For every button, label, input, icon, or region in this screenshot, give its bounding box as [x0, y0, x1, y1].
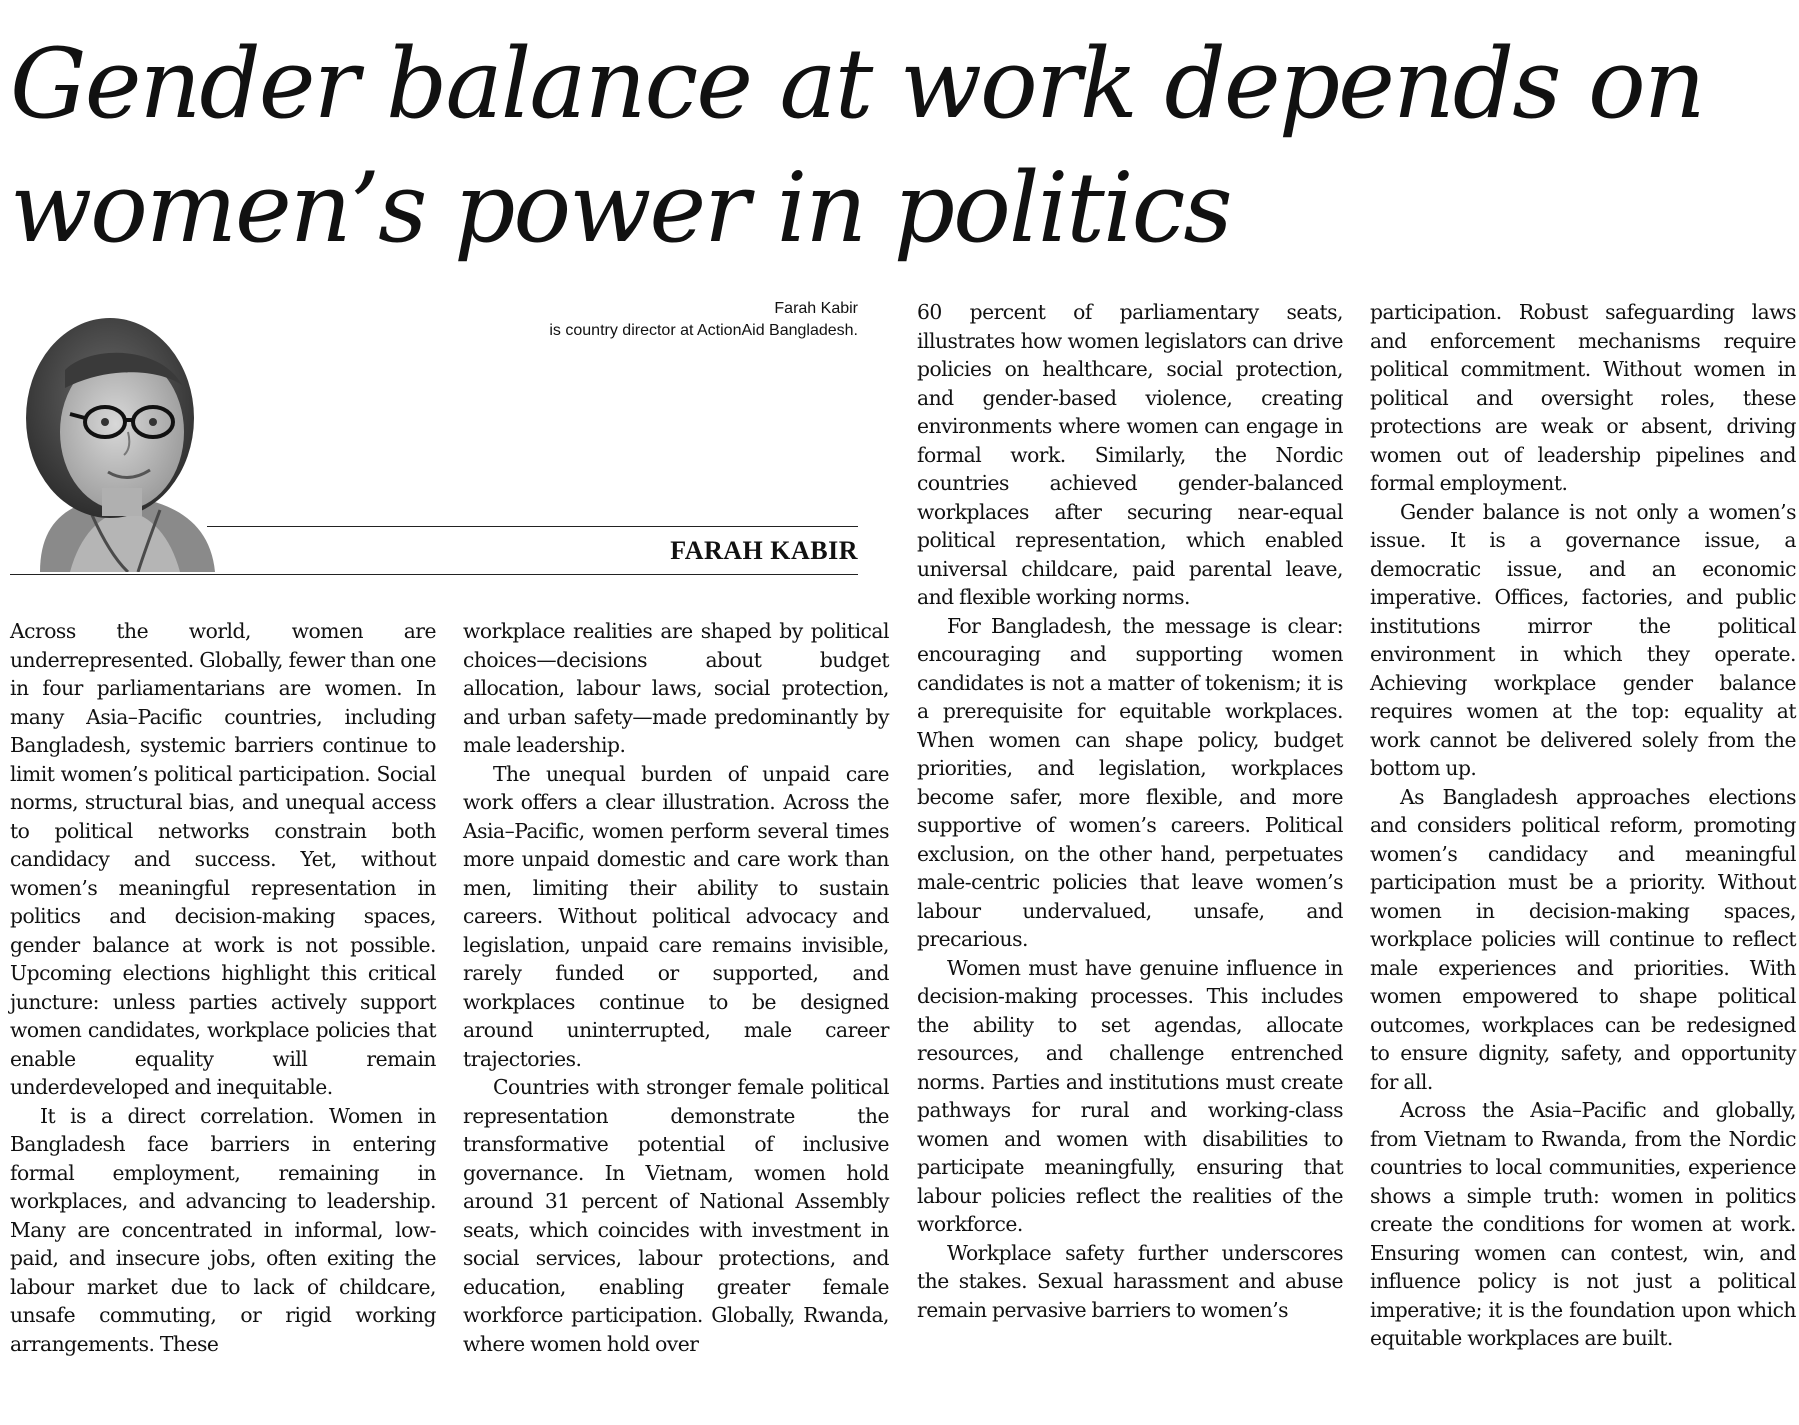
headline-line-2: women’s power in politics — [10, 152, 1231, 264]
paragraph: Countries with stronger female political representation demonstrate the transformative potential of inclusive governance. In Vietnam, women hold around 31 percent of National Assembly seats, which coincides with investment in social services, labour protections, and education, enabling greater female workforce participation. Globally, Rwanda, where women hold over — [463, 1075, 889, 1356]
paragraph: Across the world, women are underrepresented. Globally, fewer than one in four parliamentarians are women. In many Asia–Pacific countries, including Bangladesh, systemic barriers continue to limit women’s political participation. Social norms, structural bias, and unequal access to political networks constrain both candidacy and success. Yet, without women’s meaningful representation in politics and decision-making spaces, gender balance at work is not possible. Upcoming elections highlight this critical juncture: unless parties actively support women candidates, workplace policies that enable equality will remain underdeveloped and inequitable. — [10, 619, 436, 1099]
headline — [10, 22, 1790, 270]
paragraph: Gender balance is not only a women’s issue. It is a governance issue, a democratic issue, and an economic imperative. Offices, factories, and public institutions mirror the political environment in which they operate. Achieving workplace gender balance requires women at the top: equality at work cannot be delivered solely from the bottom up. — [1370, 499, 1796, 780]
headline-line-1: Gender balance at work depends on — [10, 28, 1704, 140]
paragraph: Across the Asia–Pacific and globally, from Vietnam to Rwanda, from the Nordic countries to local communities, experience shows a simple truth: women in politics create the conditions for women at work. Ensuring women can contest, win, and influence policy is not just a political imperative; it is the foundation upon which equitable workplaces are built. — [1370, 1098, 1796, 1350]
author-description: is country director at ActionAid Bangladesh. — [549, 322, 858, 339]
paragraph: workplace realities are shaped by political choices—decisions about budget allocation, labour laws, social protection, and urban safety—made predominantly by male leadership. — [463, 619, 889, 757]
author-photo — [10, 310, 230, 572]
article-column-2 — [463, 617, 889, 1358]
paragraph: 60 percent of parliamentary seats, illustrates how women legislators can drive policies on healthcare, social protection, and gender-based violence, creating environments where women can engage in formal work. Similarly, the Nordic countries achieved gender-balanced workplaces after securing near-equal political representation, which enabled universal childcare, paid parental leave, and flexible working norms. — [917, 300, 1343, 609]
author-byline: FARAH KABIR — [670, 536, 858, 565]
paragraph: The unequal burden of unpaid care work offers a clear illustration. Across the Asia–Pacific, women perform several times more unpaid domestic and care work than men, limiting their ability to sustain careers. Without political advocacy and legislation, unpaid care remains invisible, rarely funded or supported, and workplaces continue to be designed around uninterrupted, male career trajectories. — [463, 761, 889, 1071]
byline-rule-bottom — [10, 574, 858, 575]
author-bio — [549, 298, 858, 342]
paragraph: It is a direct correlation. Women in Bangladesh face barriers in entering formal employment, remaining in workplaces, and advancing to leadership. Many are concentrated in informal, low-paid, and insecure jobs, often exiting the labour market due to lack of childcare, unsafe commuting, or rigid working arrangements. These — [10, 1103, 436, 1356]
article-column-4 — [1370, 298, 1796, 1353]
article-column-3 — [917, 298, 1343, 1324]
byline-block — [10, 298, 858, 574]
paragraph: participation. Robust safeguarding laws and enforcement mechanisms require political commitment. Without women in political and oversight roles, these protections are weak or absent, driving women out of leadership pipelines and formal employment. — [1370, 300, 1796, 495]
paragraph: As Bangladesh approaches elections and considers political reform, promoting women’s candidacy and meaningful participation must be a priority. Without women in decision-making spaces, workplace policies will continue to reflect male experiences and priorities. With women empowered to shape political outcomes, workplaces can be redesigned to ensure dignity, safety, and opportunity for all. — [1370, 784, 1796, 1094]
paragraph: For Bangladesh, the message is clear: encouraging and supporting women candidates is not a matter of tokenism; it is a prerequisite for equitable workplaces. When women can shape policy, budget priorities, and legislation, workplaces become safer, more flexible, and more supportive of women’s careers. Political exclusion, on the other hand, perpetuates male-centric policies that leave women’s labour undervalued, unsafe, and precarious. — [917, 613, 1343, 951]
byline-rule-top — [207, 526, 858, 527]
author-name: Farah Kabir — [774, 300, 858, 317]
paragraph: Women must have genuine influence in decision-making processes. This includes the ability to set agendas, allocate resources, and challenge entrenched norms. Parties and institutions must create pathways for rural and working-class women and women with disabilities to participate meaningfully, ensuring that labour policies reflect the realities of the workforce. — [917, 955, 1343, 1236]
article-column-1 — [10, 617, 436, 1358]
paragraph: Workplace safety further underscores the stakes. Sexual harassment and abuse remain pervasive barriers to women’s — [917, 1240, 1343, 1322]
